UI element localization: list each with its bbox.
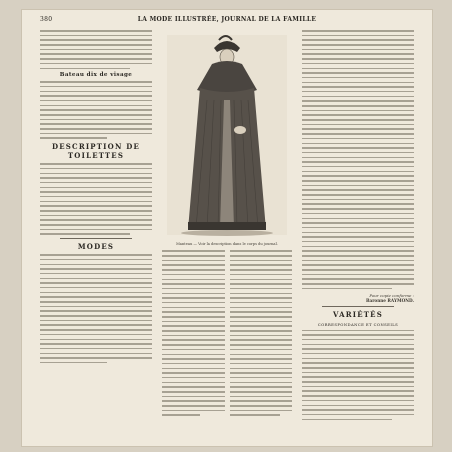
page-header — [40, 16, 414, 28]
text-block-intro — [40, 30, 152, 69]
text-block — [162, 250, 225, 419]
text-block — [302, 30, 414, 289]
middle-column — [162, 30, 292, 419]
text-block — [302, 330, 414, 421]
page-number: 380 — [40, 16, 53, 23]
section-heading: MODES — [77, 242, 115, 252]
section-heading: DESCRIPTION DE TOILETTES — [51, 142, 140, 161]
text-block — [40, 81, 152, 139]
right-column — [302, 30, 414, 423]
journal-title: LA MODE ILLUSTRÉE, JOURNAL DE LA FAMILLE — [137, 16, 317, 23]
coat-figure-drawing — [162, 30, 292, 240]
journal-page — [22, 10, 432, 446]
text-block — [40, 163, 152, 235]
divider — [60, 238, 132, 239]
section-heading: VARIÉTÉS — [333, 309, 383, 319]
divider — [322, 306, 394, 307]
text-block — [40, 254, 152, 363]
fashion-illustration — [162, 30, 292, 240]
two-column-text — [162, 250, 292, 419]
left-column — [40, 30, 152, 367]
section-heading: Bateau dix de visage — [59, 72, 133, 79]
text-block — [230, 250, 293, 419]
signature-name: Baronne RAYMOND. — [365, 297, 414, 303]
figure-caption: Manteau — Voir la description dans le corps du journal. — [176, 242, 278, 246]
signature-intro: Pour copie conforme : — [369, 292, 414, 298]
section-subheading: CORRESPONDANCE ET CONSEILS — [317, 321, 399, 327]
